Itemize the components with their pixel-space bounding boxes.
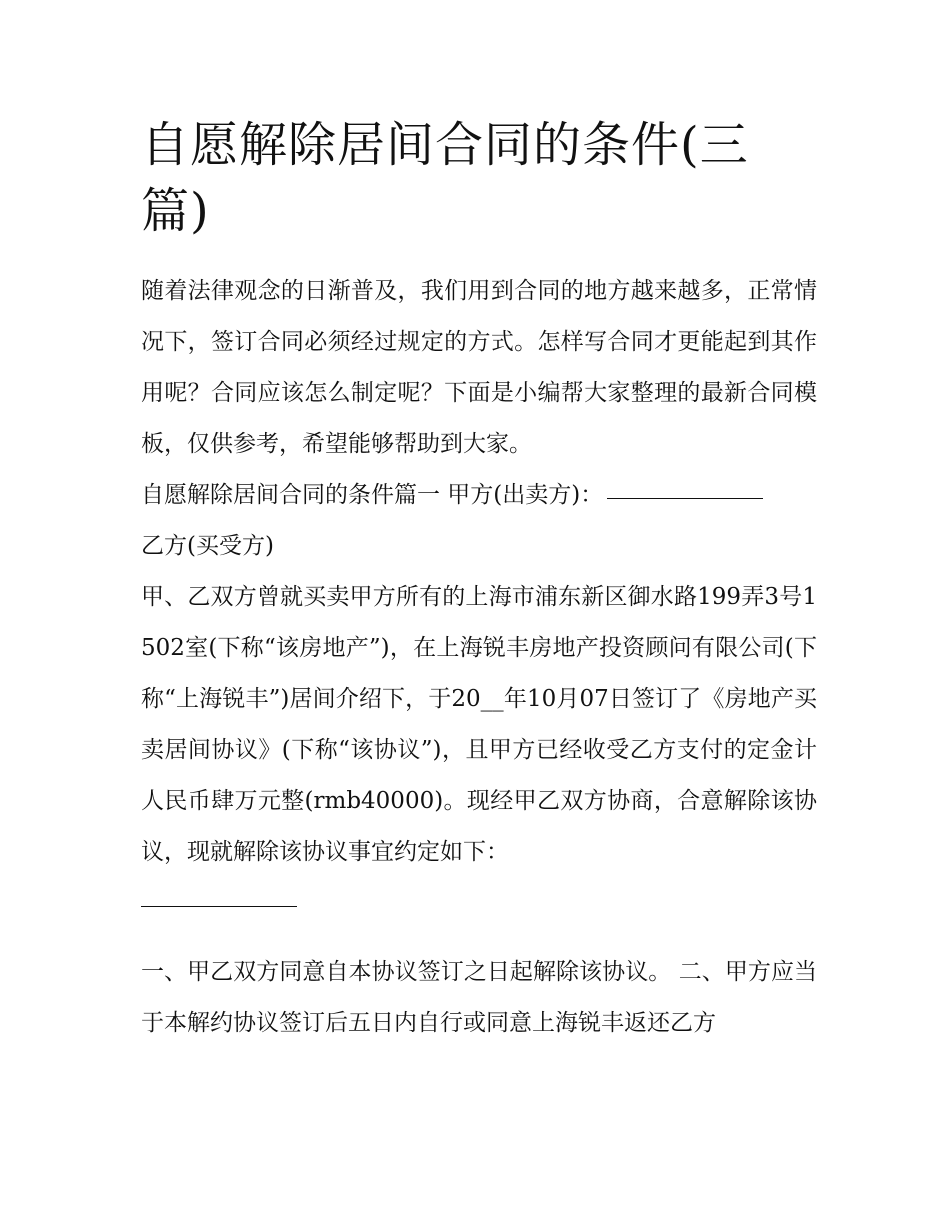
document-title: 自愿解除居间合同的条件(三篇) — [141, 117, 749, 239]
seller-blank-line — [607, 497, 763, 499]
fill-in-blank-line — [141, 905, 297, 907]
intro-paragraph: 随着法律观念的日渐普及，我们用到合同的地方越来越多，正常情况下，签订合同必须经过规定的方式。怎样写合同才更能起到其作用呢？合同应该怎么制定呢？下面是小编帮大家整理的最新合同模板，仅供参考，希望能够帮助到大家。 — [141, 278, 817, 457]
section-heading: 自愿解除居间合同的条件篇一 甲方(出卖方)： — [141, 482, 604, 508]
document-page — [141, 112, 817, 1049]
body-paragraph: 甲、乙双方曾就买卖甲方所有的上海市浦东新区御水路199弄3号1502室(下称“该房地产”)，在上海锐丰房地产投资顾问有限公司(下称“上海锐丰”)居间介绍下，于20__年10月07日签订了《房地产买卖居间协议》(下称“该协议”)，且甲方已经收受乙方支付的定金计人民币肆万元整(rmb40000)。现经甲乙双方协商，合意解除该协议，现就解除该协议事宜约定如下： — [141, 584, 817, 865]
section-heading-line — [141, 470, 817, 521]
party-b-line: 乙方(买受方) — [141, 533, 274, 559]
clauses-paragraph: 一、甲乙双方同意自本协议签订之日起解除该协议。 二、甲方应当于本解约协议签订后五日内自行或同意上海锐丰返还乙方 — [141, 959, 817, 1036]
spacer — [141, 929, 817, 947]
blank-line-row — [141, 878, 817, 929]
